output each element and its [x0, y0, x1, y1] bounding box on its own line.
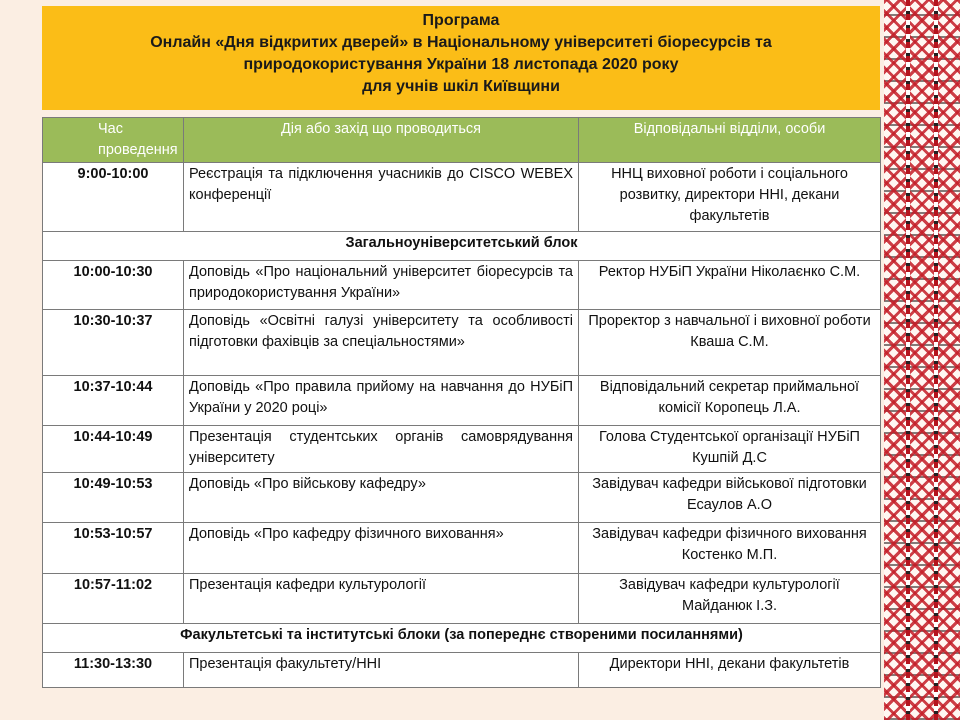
row-responsible: Відповідальний секретар приймальної комісії Коропець Л.А. — [579, 376, 881, 426]
title-line-4: для учнів шкіл Київщини — [362, 78, 560, 95]
table-header-row — [43, 118, 881, 163]
row-event: Доповідь «Освітні галузі університету та особливості підготовки фахівців за спеціальностями» — [184, 310, 579, 376]
table-row — [43, 310, 881, 376]
row-time: 10:00-10:30 — [43, 261, 184, 310]
row-event: Реєстрація та підключення учасників до CISCO WEBEX конференції — [184, 163, 579, 232]
table-row — [43, 426, 881, 473]
row-event: Доповідь «Про кафедру фізичного виховання» — [184, 523, 579, 574]
row-event: Доповідь «Про військову кафедру» — [184, 473, 579, 523]
section-row — [43, 624, 881, 653]
row-time: 10:57-11:02 — [43, 574, 184, 624]
row-responsible: Завідувач кафедри культурології Майданюк І.З. — [579, 574, 881, 624]
program-title-box — [42, 6, 880, 110]
row-event: Презентація студентських органів самоврядування університету — [184, 426, 579, 473]
row-time: 11:30-13:30 — [43, 653, 184, 688]
section-general-block: Загальноуніверситетський блок — [43, 232, 881, 261]
table-row — [43, 574, 881, 624]
title-line-1: Програма — [422, 12, 500, 29]
row-event: Доповідь «Про національний університет біоресурсів та природокористування України» — [184, 261, 579, 310]
row-event: Доповідь «Про правила прийому на навчання до НУБіП України у 2020 році» — [184, 376, 579, 426]
table-row — [43, 261, 881, 310]
row-responsible: Ректор НУБіП України Ніколаєнко С.М. — [579, 261, 881, 310]
title-line-3: природокористування України 18 листопада 2020 року — [243, 56, 679, 73]
table-row — [43, 163, 881, 232]
row-responsible: ННЦ виховної роботи і соціального розвитку, директори ННІ, декани факультетів — [579, 163, 881, 232]
row-time: 10:49-10:53 — [43, 473, 184, 523]
header-time: Час проведення — [43, 118, 184, 163]
row-responsible: Завідувач кафедри військової підготовки Есаулов А.О — [579, 473, 881, 523]
table-row — [43, 653, 881, 688]
section-faculty-blocks: Факультетські та інститутські блоки (за попереднє створеними посиланнями) — [43, 624, 881, 653]
table-row — [43, 523, 881, 574]
row-time: 10:44-10:49 — [43, 426, 184, 473]
row-responsible: Голова Студентської організації НУБіП Кушпій Д.С — [579, 426, 881, 473]
header-responsible: Відповідальні відділи, особи — [579, 118, 881, 163]
row-event: Презентація кафедри культурології — [184, 574, 579, 624]
program-table — [42, 117, 881, 688]
table-row — [43, 473, 881, 523]
row-responsible: Проректор з навчальної і виховної роботи Кваша С.М. — [579, 310, 881, 376]
row-time: 10:37-10:44 — [43, 376, 184, 426]
title-line-2: Онлайн «Дня відкритих дверей» в Національному університеті біоресурсів та — [150, 34, 772, 51]
table-row — [43, 376, 881, 426]
row-event: Презентація факультету/ННІ — [184, 653, 579, 688]
row-time: 9:00-10:00 — [43, 163, 184, 232]
section-row — [43, 232, 881, 261]
embroidery-ornament-border — [884, 0, 960, 720]
header-event: Дія або захід що проводиться — [184, 118, 579, 163]
row-responsible: Директори ННІ, декани факультетів — [579, 653, 881, 688]
row-time: 10:30-10:37 — [43, 310, 184, 376]
row-time: 10:53-10:57 — [43, 523, 184, 574]
row-responsible: Завідувач кафедри фізичного виховання Костенко М.П. — [579, 523, 881, 574]
